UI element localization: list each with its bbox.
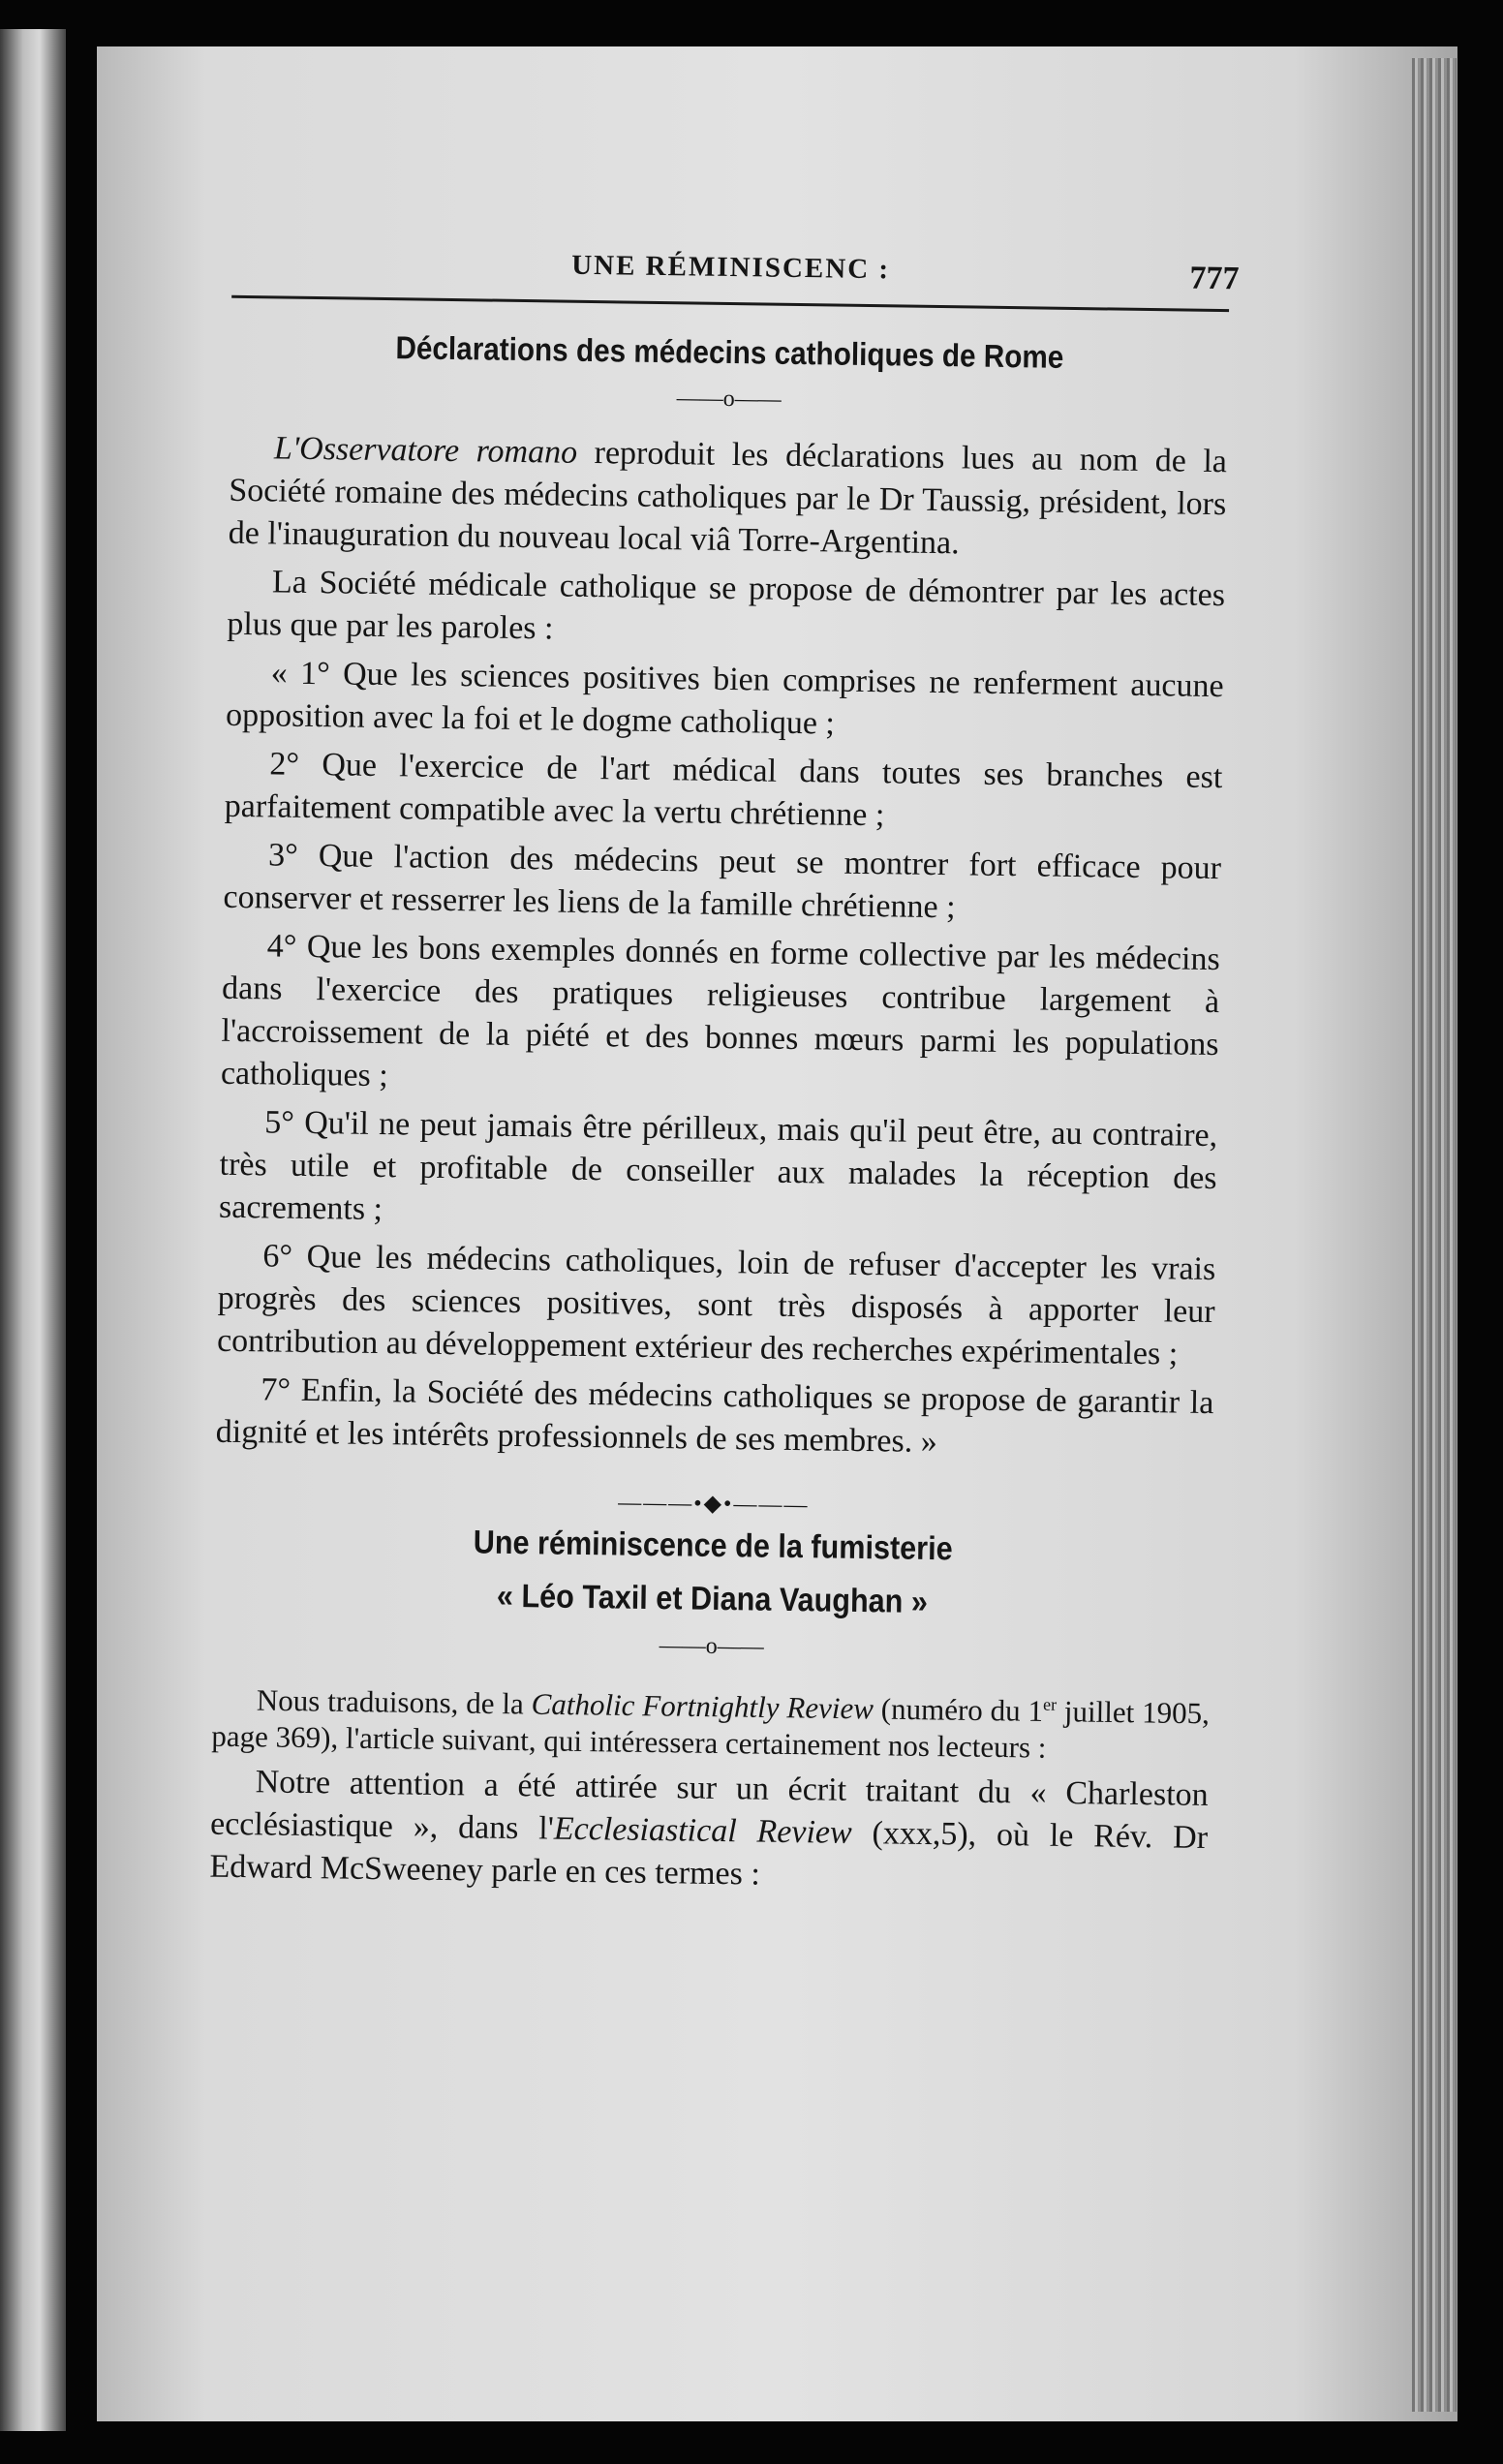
list-item: 3° Que l'action des médecins peut se montrer fort efficace pour conserver et resserrer les liens de la famille chrétienne ; [223,837,1222,926]
list-item: 4° Que les bons exemples donnés en forme collective par les médecins dans l'exercice des pratiques religieuses contribue largement à l'accroissement de la piété et des bonnes mœurs parmi les populations catholiques ; [220,928,1220,1094]
paragraph-translation-note [211,1675,1210,1770]
list-item: 6° Que les médecins catholiques, loin de refuser d'accepter les vrais progrès des sciences positives, sont très disposés à apporter leur contribution au développement extérieur des recherches expérimentales ; [216,1238,1216,1372]
text-run: Nous traduisons, de la [256,1682,532,1721]
section-heading-declarations: Déclarations des médecins catholiques de Rome [395,329,1064,375]
text-run: (numéro du 1 [873,1691,1044,1728]
paragraph-intro [228,427,1227,569]
page-content [209,235,1240,1909]
previous-page-edge [0,29,66,2431]
review-title: Catholic Fortnightly Review [531,1686,874,1726]
page-stack-edge [1412,58,1457,2412]
text-run: (xxx,5), où le Rév. Dr Edward McSweeney parle en ces termes : [209,1815,1209,1893]
intro-text: reproduit les déclarations lues au nom de la Société romaine des médecins catholiques par le Dr Taussig, président, lors de l'inauguration du nouveau local viâ Torre-Argentina. [228,434,1228,562]
paragraph-attention [209,1761,1209,1902]
text-run: Notre attention a été attirée sur un écrit traitant du « Charleston ecclésiastique », dans l' [209,1764,1209,1847]
ornament-separator: ——o—— [676,385,782,413]
list-item: 7° Enfin, la Société des médecins catholiques se propose de garantir la dignité et les intérêts professionnels de ses membres. » [215,1371,1214,1461]
page-number: 777 [1189,260,1240,297]
superscript: er [1043,1694,1058,1714]
newspaper-title: L'Osservatore romano [273,430,578,471]
list-item: 2° Que l'exercice de l'art médical dans toutes ses branches est parfaitement compatible avec la vertu chrétienne ; [224,746,1223,834]
list-item: 5° Qu'il ne peut jamais être périlleux, mais qu'il peut être, au contraire, très utile et profitable de conseiller aux malades la réception des sacrements ; [218,1104,1218,1228]
section-divider: ———•◆•——— [617,1490,810,1519]
section-subheading-taxil: « Léo Taxil et Diana Vaughan » [496,1577,929,1620]
running-title: UNE RÉMINISCENC : [570,249,891,286]
paragraph-purpose: La Société médicale catholique se propose de démontrer par les actes plus que par les paroles : [227,564,1226,647]
text-run: juillet 1905, page 369), l'article suivant, qui intéressera certainement nos lecteurs : [211,1694,1211,1766]
ornament-separator: ——o—— [659,1633,764,1660]
list-item: « 1° Que les sciences positives bien comprises ne renferment aucune opposition avec la foi et le dogme catholique ; [225,655,1224,742]
section-heading-reminiscence: Une réminiscence de la fumisterie [473,1524,953,1568]
review-title: Ecclesiastical Review [553,1810,852,1852]
